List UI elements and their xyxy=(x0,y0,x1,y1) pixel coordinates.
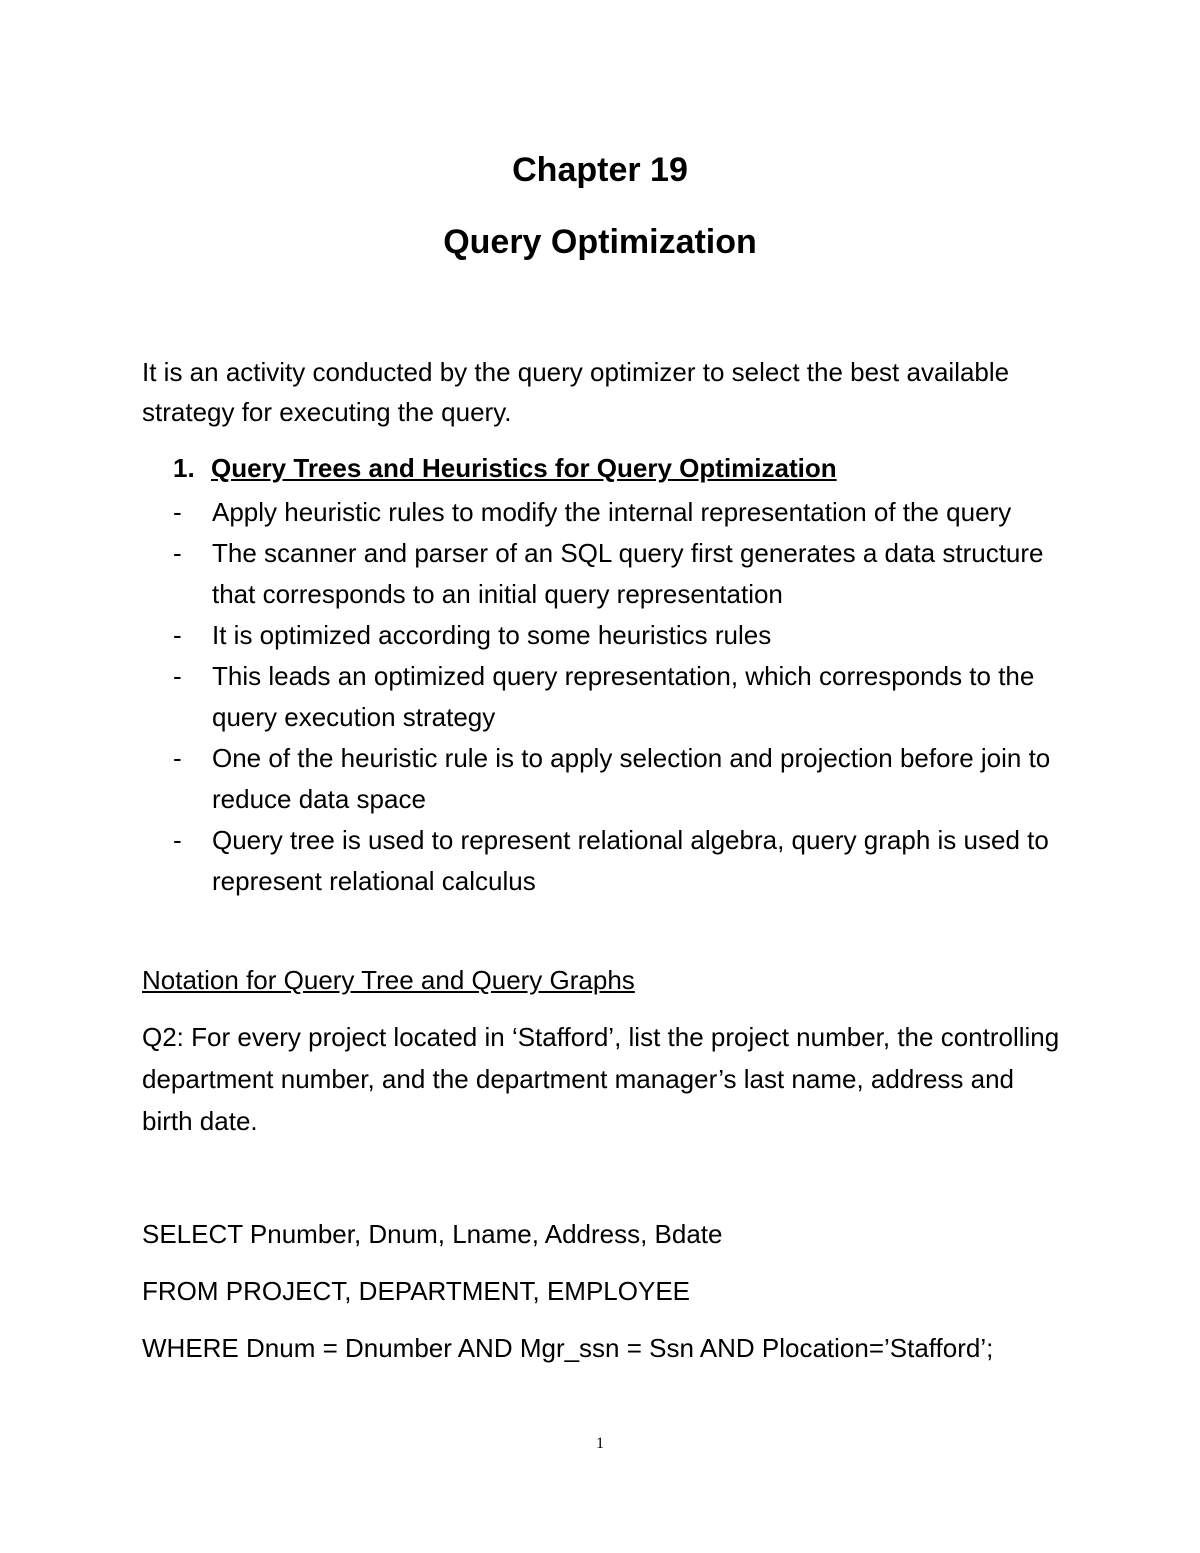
bullet-text: The scanner and parser of an SQL query first generates a data structure that corresponds to an initial query representation xyxy=(212,538,1044,609)
list-item xyxy=(173,615,1073,656)
dash-marker: - xyxy=(173,538,182,568)
dash-marker: - xyxy=(173,620,182,650)
list-item xyxy=(173,820,1073,902)
chapter-title: Chapter 19 xyxy=(512,151,688,189)
dash-marker: - xyxy=(173,497,182,527)
list-item xyxy=(173,738,1073,820)
subject-title: Query Optimization xyxy=(443,223,757,261)
list-item xyxy=(173,656,1073,738)
bullet-text: Query tree is used to represent relational algebra, query graph is used to represent relational calculus xyxy=(212,825,1049,896)
bullet-text: It is optimized according to some heuristics rules xyxy=(212,620,772,650)
sql-from-line: FROM PROJECT, DEPARTMENT, EMPLOYEE xyxy=(142,1276,691,1306)
section-heading-text: Query Trees and Heuristics for Query Optimization xyxy=(211,453,837,483)
notation-heading: Notation for Query Tree and Query Graphs xyxy=(142,965,635,995)
bullet-text: Apply heuristic rules to modify the internal representation of the query xyxy=(212,497,1012,527)
intro-paragraph: It is an activity conducted by the query optimizer to select the best available strategy for executing the query. xyxy=(142,357,1010,427)
page-number: 1 xyxy=(596,1435,604,1452)
sql-select-line: SELECT Pnumber, Dnum, Lname, Address, Bdate xyxy=(142,1219,723,1249)
section-bullet-list xyxy=(173,492,1073,902)
sql-where-line: WHERE Dnum = Dnumber AND Mgr_ssn = Ssn AND Plocation=’Stafford’; xyxy=(142,1333,994,1363)
section-number: 1. xyxy=(173,453,195,483)
section-heading xyxy=(173,450,837,486)
dash-marker: - xyxy=(173,661,182,691)
list-item xyxy=(173,492,1073,533)
list-item xyxy=(173,533,1073,615)
dash-marker: - xyxy=(173,743,182,773)
bullet-text: One of the heuristic rule is to apply selection and projection before join to reduce data space xyxy=(212,743,1051,814)
bullet-text: This leads an optimized query representation, which corresponds to the query execution strategy xyxy=(212,661,1035,732)
dash-marker: - xyxy=(173,825,182,855)
question-q2: Q2: For every project located in ‘Stafford’, list the project number, the controlling department number, and the department manager’s last name, address and birth date. xyxy=(142,1022,1060,1136)
